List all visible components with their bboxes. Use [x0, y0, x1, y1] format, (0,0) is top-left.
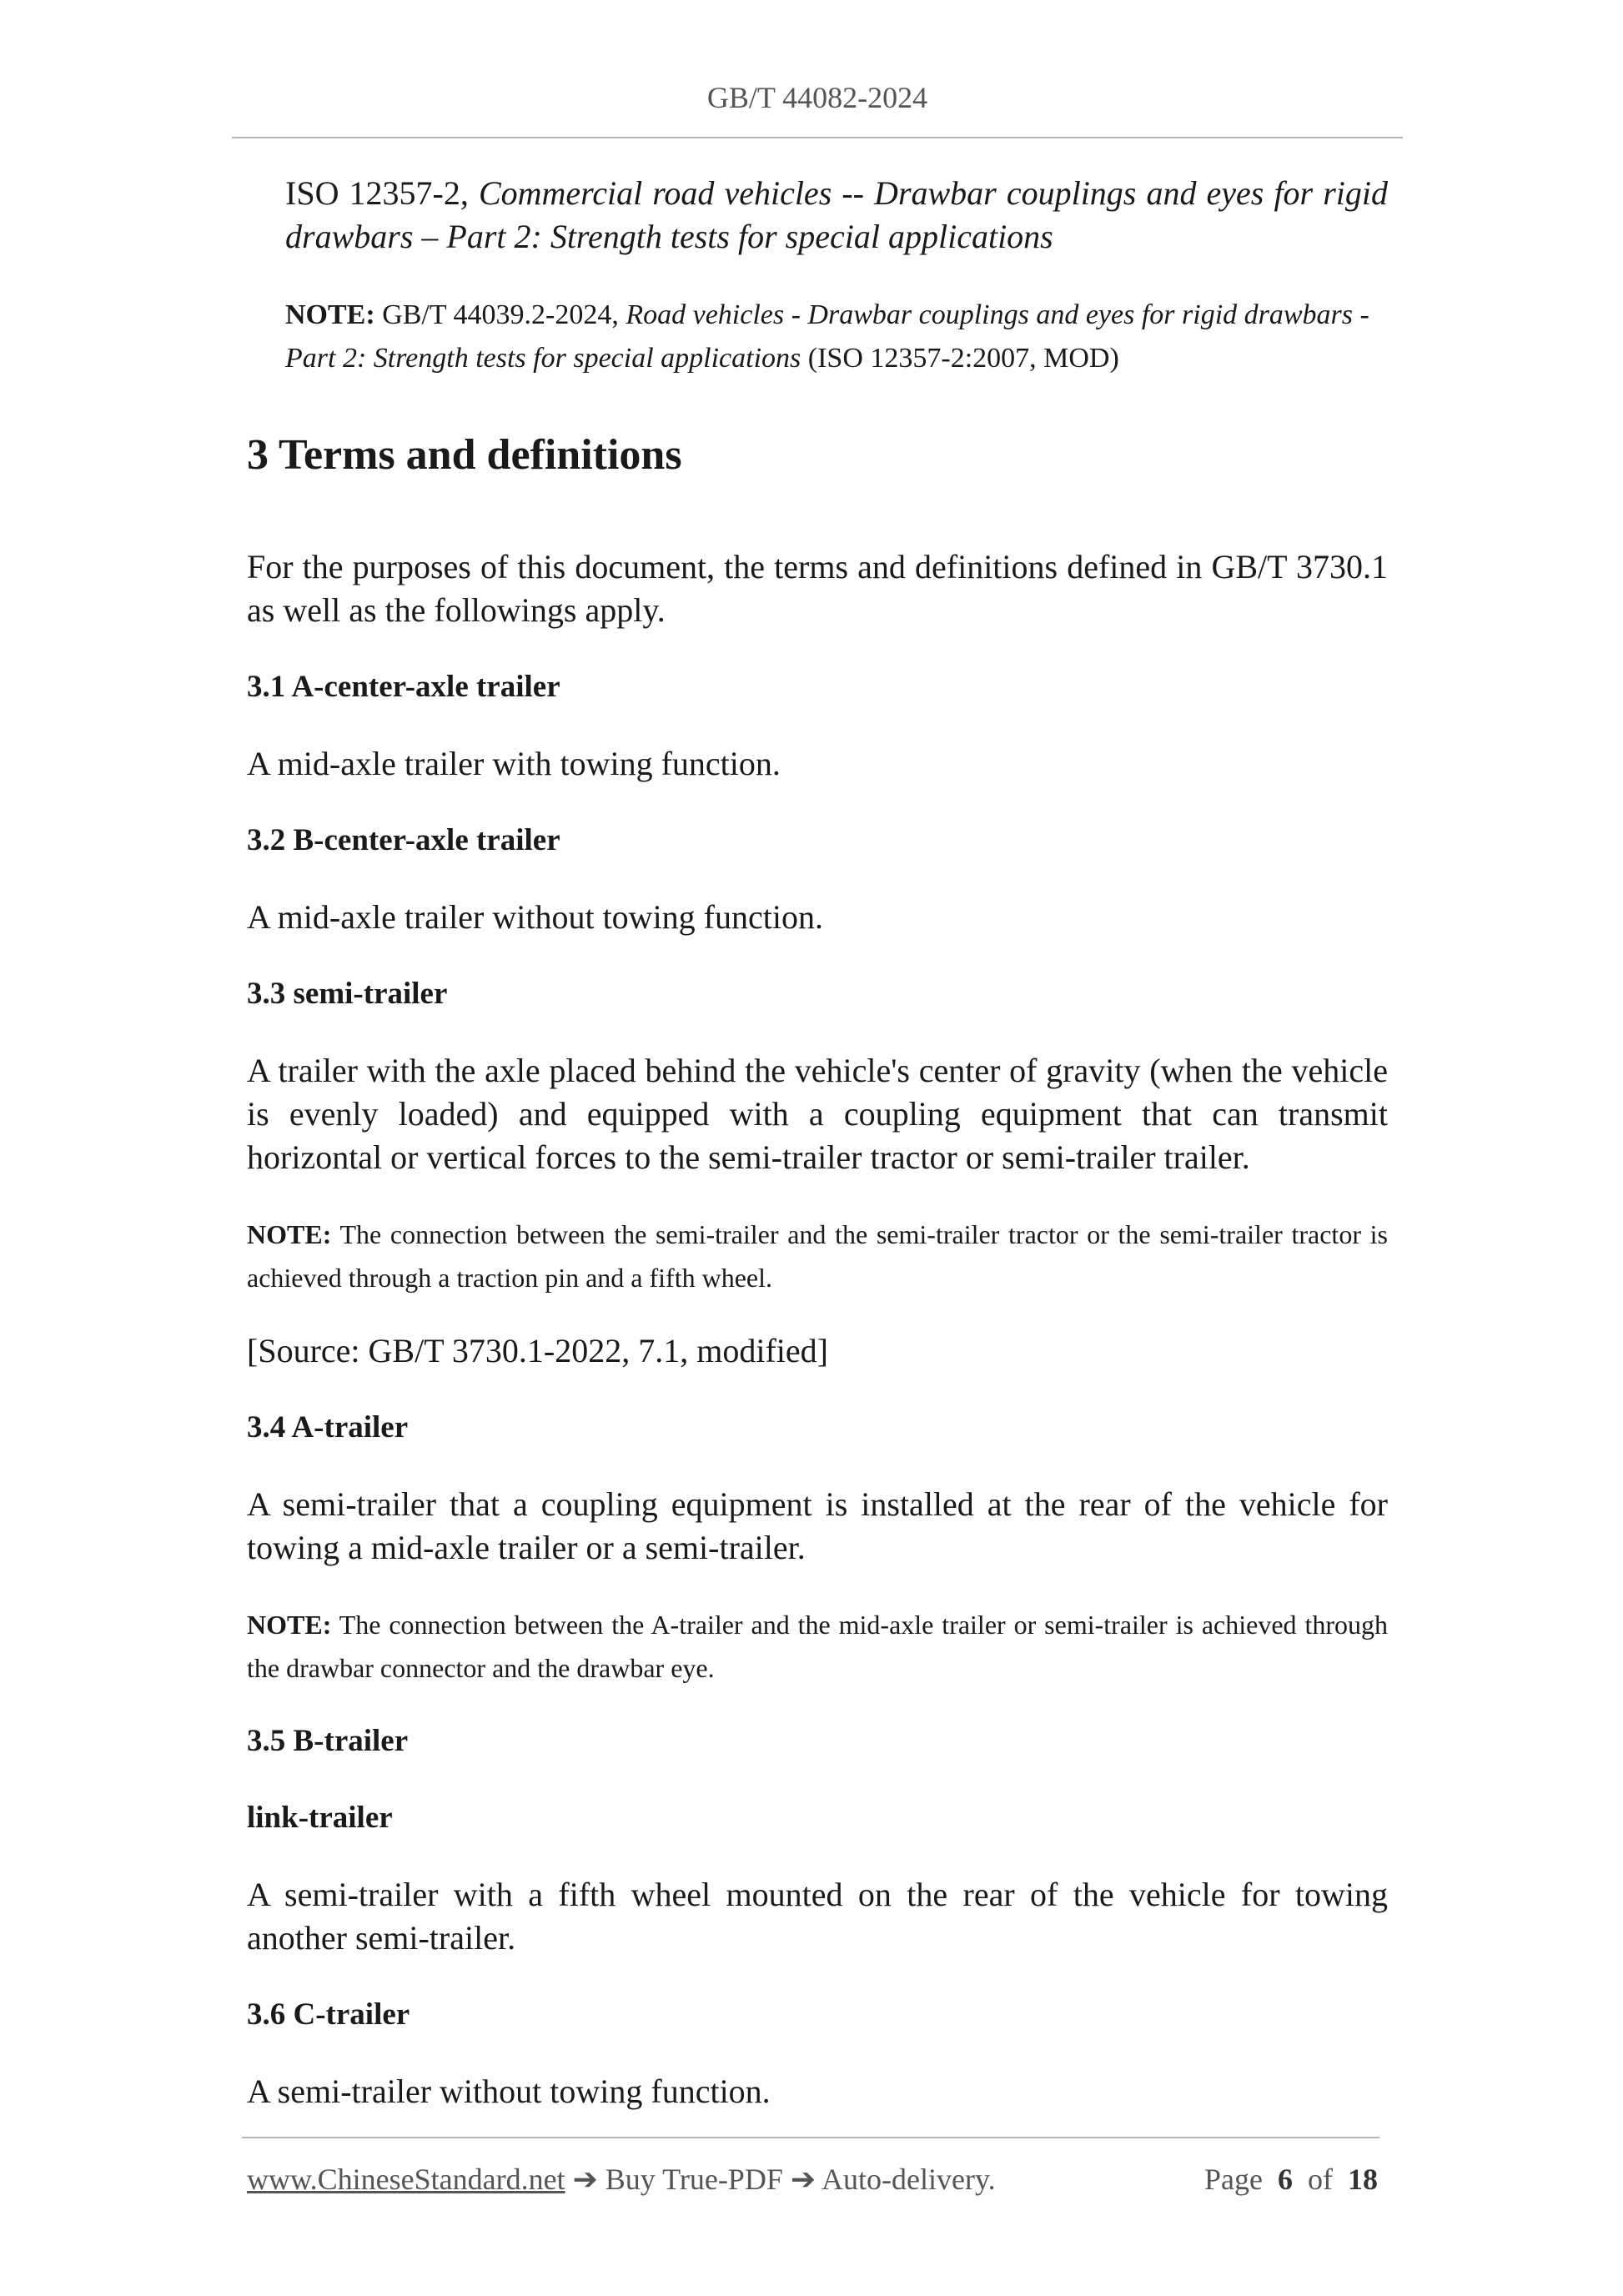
term-3-3-title: 3.3 semi-trailer [247, 977, 448, 1011]
header-divider [232, 137, 1403, 138]
term-3-4-note [247, 1603, 1388, 1690]
note-suffix: (ISO 12357-2:2007, MOD) [807, 343, 1119, 374]
term-3-6-title: 3.6 C-trailer [247, 1997, 410, 2032]
of-word: of [1308, 2163, 1333, 2196]
current-page: 6 [1278, 2163, 1293, 2196]
note-code: GB/T 44039.2-2024, [382, 299, 619, 330]
note-text: The connection between the A-trailer and the mid-axle trailer or semi-trailer is achieved through the drawbar connector and the drawbar eye. [247, 1610, 1389, 1683]
term-3-5-definition: A semi-trailer with a fifth wheel mounted on the rear of the vehicle for towing another semi-trailer. [247, 1876, 1388, 1957]
normative-reference [285, 172, 1388, 259]
term-3-5-title: 3.5 B-trailer [247, 1724, 409, 1758]
note-label: NOTE: [247, 1610, 332, 1640]
term-3-4-definition: A semi-trailer that a coupling equipment is installed at the rear of the vehicle for towing a mid-axle trailer or a semi-trailer. [247, 1485, 1388, 1566]
section-intro: For the purposes of this document, the terms and definitions defined in GB/T 3730.1 as well as the followings apply. [247, 548, 1388, 629]
term-3-3-source: [Source: GB/T 3730.1-2022, 7.1, modified] [247, 1332, 828, 1369]
reference-code: ISO 12357-2, [285, 174, 469, 212]
total-pages: 18 [1348, 2163, 1378, 2196]
term-3-6-definition: A semi-trailer without towing function. [247, 2072, 771, 2110]
term-3-2-definition: A mid-axle trailer without towing function. [247, 898, 823, 936]
page-footer [247, 2162, 1378, 2203]
footer-promo [247, 2162, 996, 2197]
term-3-3-definition: A trailer with the axle placed behind the vehicle's center of gravity (when the vehicle is evenly loaded) and equipped with a coupling equipment that can transmit horizontal or vertical forces to the semi-trailer tractor or semi-trailer trailer. [247, 1052, 1388, 1176]
arrow-right-icon: ➔ [790, 2163, 817, 2196]
term-3-1-title: 3.1 A-center-axle trailer [247, 670, 560, 704]
auto-delivery-text: Auto-delivery. [822, 2163, 996, 2196]
section-content [247, 425, 1388, 2147]
term-3-1-definition: A mid-axle trailer with towing function. [247, 745, 781, 782]
note-title: Road vehicles - Drawbar couplings and eyes for rigid drawbars - Part 2: Strength tests for special applications [285, 299, 1369, 374]
website-link[interactable]: www.ChineseStandard.net [247, 2163, 565, 2196]
arrow-right-icon: ➔ [572, 2163, 598, 2196]
note-label: NOTE: [285, 299, 375, 330]
page-number [1204, 2162, 1378, 2197]
section-heading: 3 Terms and definitions [247, 431, 682, 479]
note-text: The connection between the semi-trailer and the semi-trailer tractor or the semi-trailer tractor is achieved through a traction pin and a fifth wheel. [247, 1219, 1389, 1293]
term-3-2-title: 3.2 B-center-axle trailer [247, 823, 560, 857]
footer-divider [242, 2137, 1379, 2138]
term-3-4-title: 3.4 A-trailer [247, 1410, 409, 1444]
buy-text: Buy True-PDF [605, 2163, 783, 2196]
reference-title: Commercial road vehicles -- Drawbar couplings and eyes for rigid drawbars – Part 2: Strength tests for special applications [285, 174, 1388, 255]
reference-note [285, 294, 1388, 380]
page-word: Page [1204, 2163, 1263, 2196]
term-3-5-alt-title: link-trailer [247, 1801, 393, 1835]
note-label: NOTE: [247, 1219, 332, 1249]
term-3-3-note [247, 1213, 1388, 1299]
page-header: GB/T 44082-2024 [706, 81, 928, 114]
